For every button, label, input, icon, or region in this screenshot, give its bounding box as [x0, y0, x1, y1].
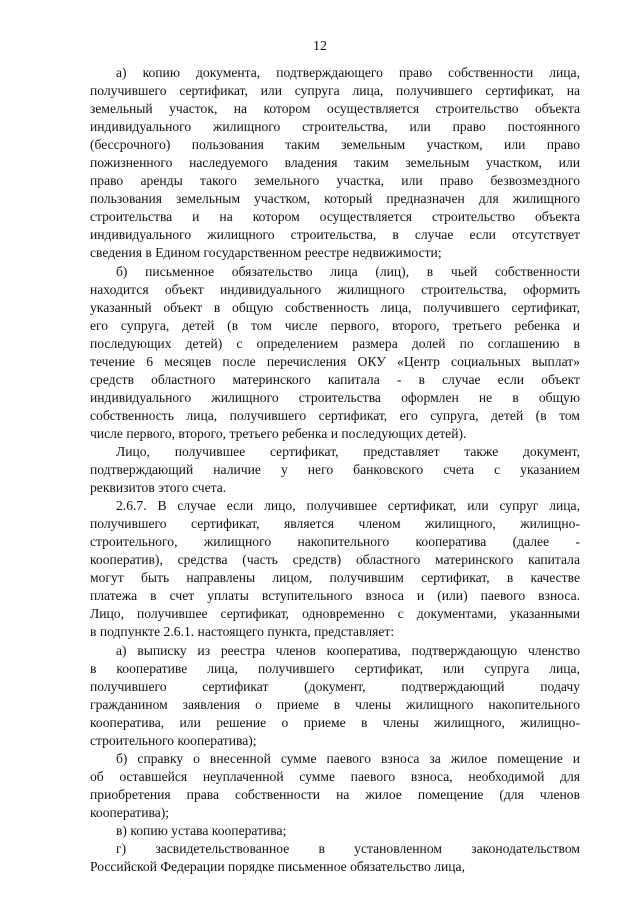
text-line: земельный участок, на котором осуществляется строительство объекта	[90, 101, 580, 117]
text-line: (бессрочного) пользования таким земельным участком, или право	[90, 137, 580, 153]
text-line: последующих детей) с определением размера долей по соглашению в	[90, 335, 580, 351]
text-line: индивидуального жилищного строительства оформлен не в общую	[90, 389, 580, 405]
text-line: строительного кооператива);	[90, 732, 257, 748]
text-line: подтверждающий наличие у него банковского счета с указанием	[90, 462, 580, 478]
text-line: в кооперативе лица, получившего сертификат, или супруга лица,	[90, 660, 580, 676]
text-line: находится объект индивидуального жилищного строительства, оформить	[90, 281, 580, 297]
paragraph-para-a-2	[90, 642, 580, 750]
text-line: указанный объект в общую собственность лица, получившего сертификат,	[90, 299, 580, 315]
text-line: собственность лица, получившего сертификат, его супруга, детей (в том	[90, 407, 580, 423]
text-line: приобретения права собственности на жилое помещение (для членов	[90, 786, 580, 802]
paragraph-para-g	[90, 840, 580, 876]
text-line: право аренды такого земельного участка, или право безвозмездного	[90, 173, 580, 189]
text-line: индивидуального жилищного строительства, или право постоянного	[90, 119, 580, 135]
text-line: получившего сертификат, является членом жилищного, жилищно-	[90, 516, 580, 532]
paragraph-para-2-6-7	[90, 497, 580, 641]
text-line: кооператива, или решение о приеме в члены жилищного, жилищно-	[90, 714, 580, 730]
text-line: пользования земельным участком, который предназначен для жилищного	[90, 191, 580, 207]
text-line: числе первого, второго, третьего ребенка и последующих детей).	[90, 425, 467, 441]
text-line: Российской Федерации порядке письменное обязательство лица,	[90, 859, 465, 875]
paragraph-para-a-1	[90, 64, 580, 263]
text-line: его супруга, детей (в том числе первого, второго, третьего ребенка и	[90, 317, 580, 333]
text-line: а) выписку из реестра членов кооператива, подтверждающую членство	[116, 642, 580, 658]
page-number: 12	[313, 39, 327, 54]
text-line: 2.6.7. В случае если лицо, получившее сертификат, или супруг лица,	[116, 498, 580, 514]
text-line: Лицо, получившее сертификат, одновременно с документами, указанными	[90, 606, 580, 622]
text-line: индивидуального жилищного строительства, в случае если отсутствует	[90, 227, 580, 243]
text-line: реквизитов этого счета.	[90, 480, 227, 496]
text-line: пожизненного наследуемого владения таким земельным участком, или	[90, 155, 580, 171]
document-body	[90, 64, 580, 876]
text-line: кооператива);	[90, 804, 170, 820]
text-line: течение 6 месяцев после перечисления ОКУ «Центр социальных выплат»	[90, 353, 580, 369]
paragraph-para-b-1	[90, 263, 580, 443]
text-line: кооператив), средства (часть средств) областного материнского капитала	[90, 552, 580, 568]
text-line: б) справку о внесенной сумме паевого взноса за жилое помещение и	[116, 750, 580, 766]
paragraph-para-bank-account	[90, 443, 580, 497]
text-line: Лицо, получившее сертификат, представляет также документ,	[116, 443, 580, 459]
text-line: гражданином заявления о приеме в члены жилищного накопительного	[90, 696, 580, 712]
paragraph-para-v	[90, 822, 580, 840]
text-line: строительного, жилищного накопительного кооператива (далее -	[90, 534, 580, 550]
text-line: средств областного материнского капитала - в случае если объект	[90, 371, 580, 387]
text-line: могут быть направлены лицом, получившим сертификат, в качестве	[90, 570, 580, 586]
text-line: в подпункте 2.6.1. настоящего пункта, представляет:	[90, 624, 395, 640]
text-line: в) копию устава кооператива;	[116, 822, 287, 838]
text-line: сведения в Едином государственном реестре недвижимости;	[90, 245, 442, 261]
text-line: б) письменное обязательство лица (лиц), в чьей собственности	[116, 263, 580, 279]
text-line: г) засвидетельствованное в установленном законодательством	[116, 841, 580, 857]
text-line: платежа в счет уплаты вступительного взноса и (или) паевого взноса.	[90, 588, 580, 604]
text-line: а) копию документа, подтверждающего право собственности лица,	[116, 65, 580, 80]
text-line: об оставшейся неуплаченной сумме паевого взноса, необходимой для	[90, 768, 580, 784]
text-line: получившего сертификат, или супруга лица, получившего сертификат, на	[90, 83, 580, 99]
text-line: строительства и на котором осуществляется строительство объекта	[90, 209, 580, 225]
paragraph-para-b-2	[90, 750, 580, 822]
text-line: получившего сертификат (документ, подтверждающий подачу	[90, 678, 580, 694]
